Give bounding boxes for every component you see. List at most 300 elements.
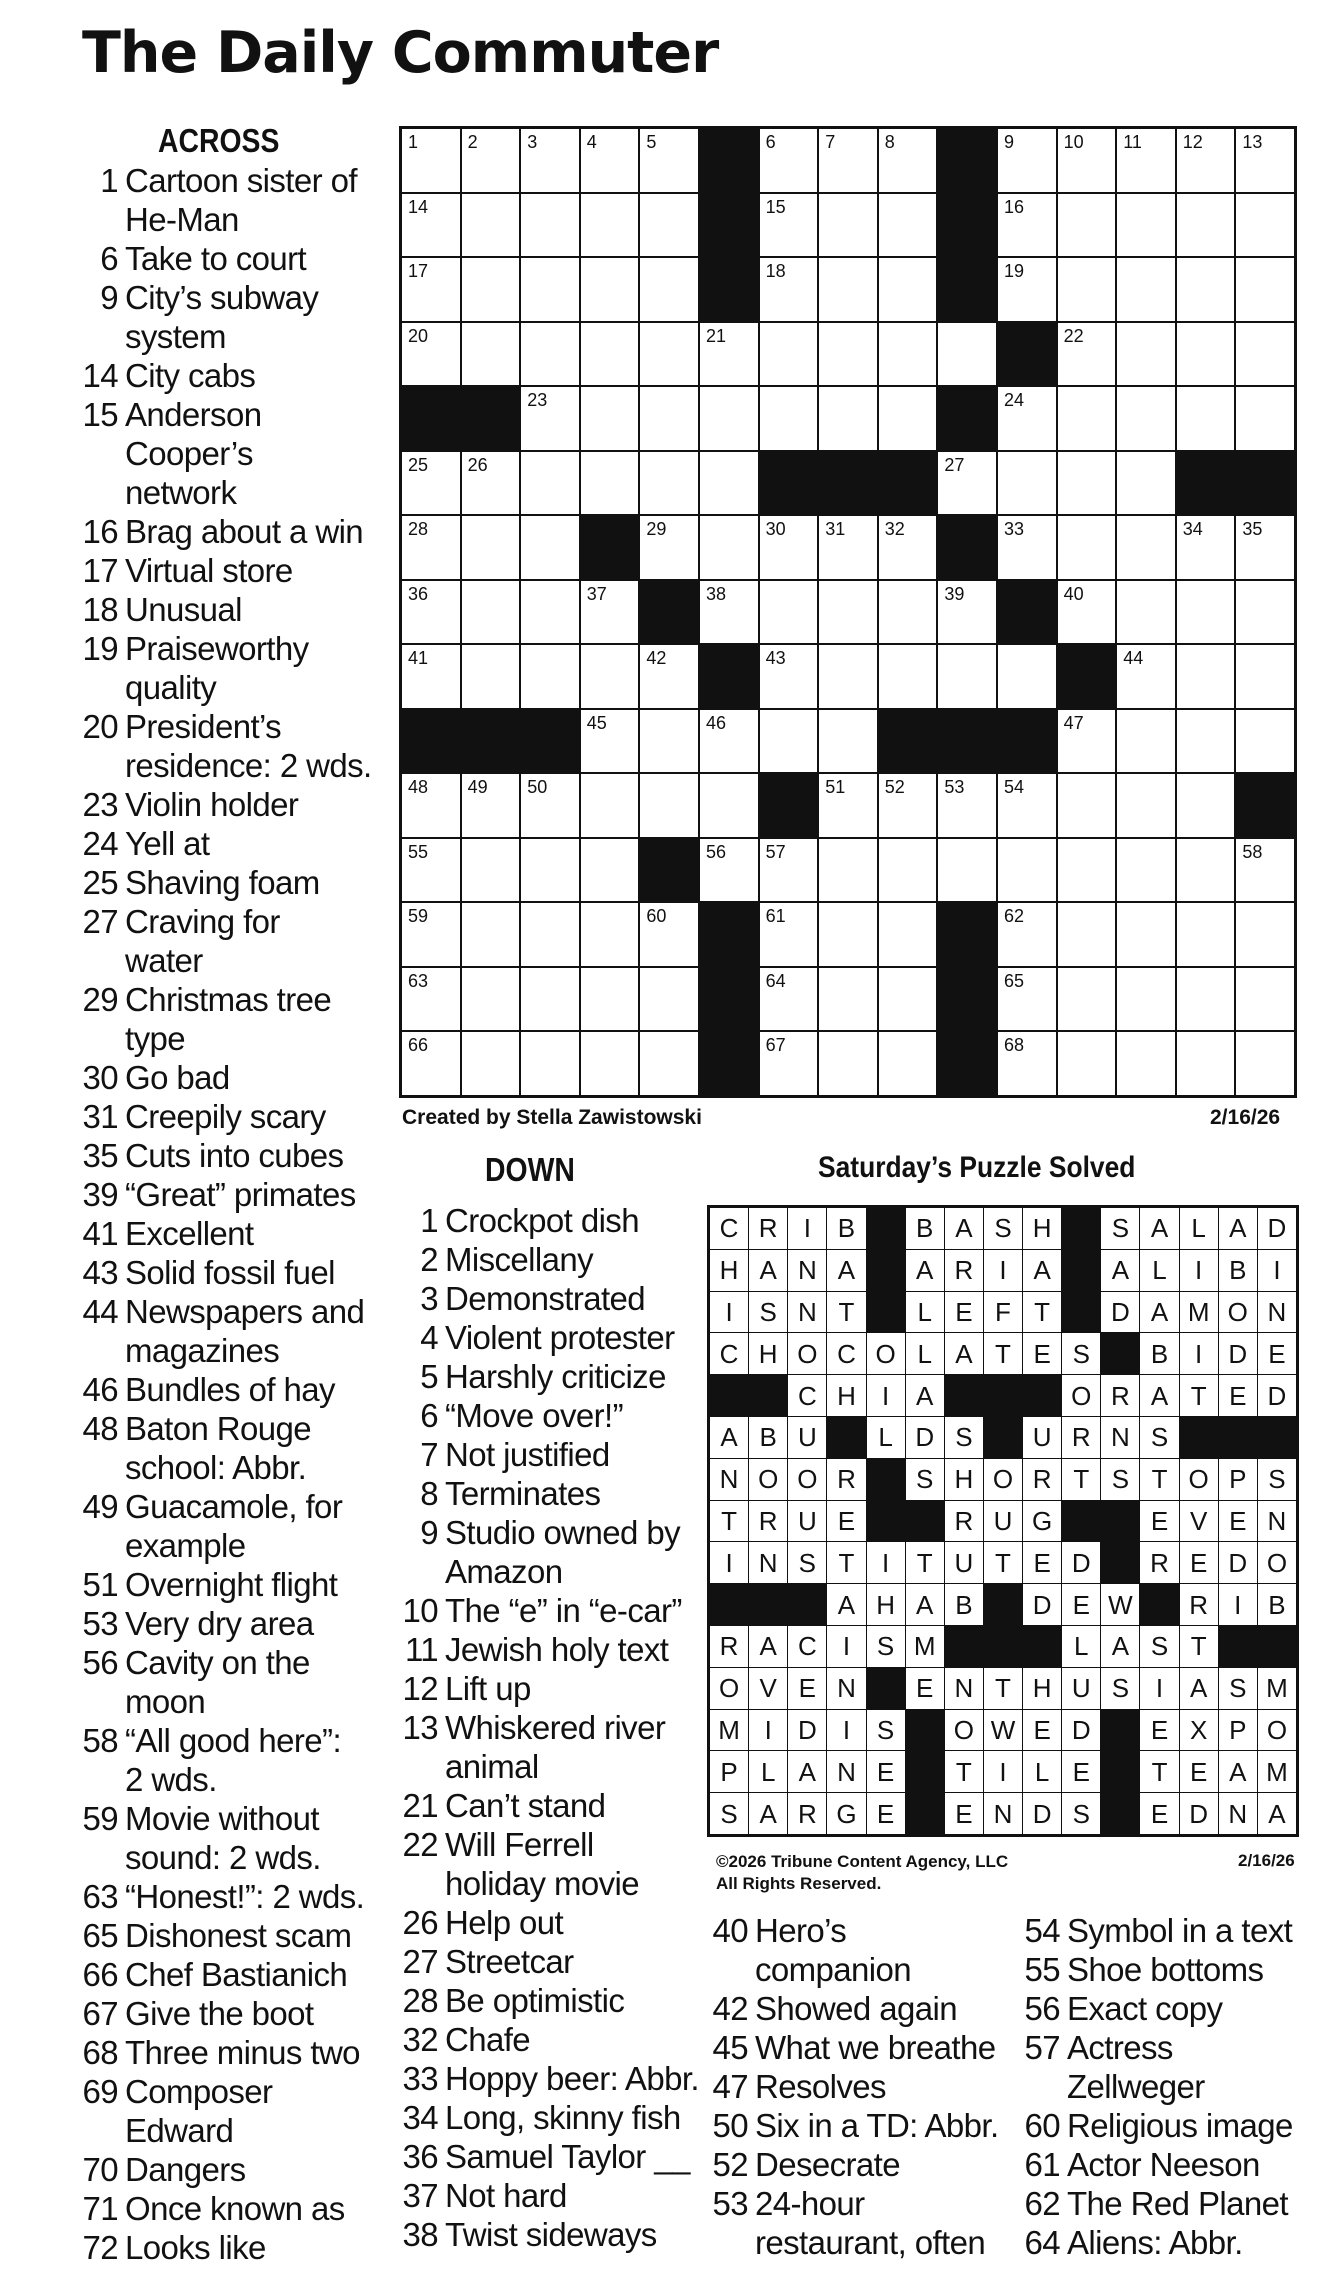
grid-cell[interactable] xyxy=(998,774,1056,837)
grid-cell[interactable] xyxy=(879,968,937,1031)
grid-cell[interactable] xyxy=(1236,258,1294,321)
grid-cell[interactable] xyxy=(819,1032,877,1095)
clue-text: Chafe xyxy=(445,2021,531,2058)
grid-cell[interactable] xyxy=(1177,968,1235,1031)
grid-cell[interactable] xyxy=(760,839,818,902)
grid-cell[interactable] xyxy=(879,194,937,257)
down-clue-47[interactable] xyxy=(700,2067,1010,2106)
grid-cell[interactable] xyxy=(521,774,579,837)
clue-number: 4 xyxy=(420,1319,438,1356)
grid-cell[interactable] xyxy=(462,839,520,902)
grid-cell[interactable] xyxy=(760,710,818,773)
grid-cell[interactable] xyxy=(819,774,877,837)
grid-cell[interactable] xyxy=(879,516,937,579)
grid-cell[interactable] xyxy=(521,194,579,257)
grid-cell[interactable] xyxy=(819,387,877,450)
clue-number: 1 xyxy=(420,1202,438,1239)
cell-number: 5 xyxy=(646,132,657,152)
grid-cell[interactable] xyxy=(1236,903,1294,966)
grid-cell[interactable] xyxy=(521,129,579,192)
grid-cell[interactable] xyxy=(938,645,996,708)
across-clue-48[interactable] xyxy=(70,1409,390,1487)
grid-cell[interactable] xyxy=(521,839,579,902)
across-clue-44[interactable] xyxy=(70,1292,390,1370)
grid-cell[interactable] xyxy=(462,903,520,966)
grid-cell[interactable] xyxy=(879,323,937,386)
down-clue-52[interactable] xyxy=(700,2145,1010,2184)
grid-cell[interactable] xyxy=(402,774,460,837)
down-clue-40[interactable] xyxy=(700,1911,1010,1989)
cell-number: 40 xyxy=(1063,583,1084,604)
grid-cell[interactable] xyxy=(1058,452,1116,515)
grid-cell[interactable] xyxy=(402,581,460,644)
grid-cell[interactable] xyxy=(581,452,639,515)
grid-cell[interactable] xyxy=(462,452,520,515)
down-clue-2[interactable] xyxy=(386,1240,706,1279)
clue-number: 64 xyxy=(1024,2224,1060,2261)
grid-cell[interactable] xyxy=(640,323,698,386)
grid-cell[interactable] xyxy=(1117,258,1175,321)
grid-cell[interactable] xyxy=(521,516,579,579)
down-clue-7[interactable] xyxy=(386,1435,706,1474)
grid-cell[interactable] xyxy=(640,903,698,966)
solution-letter: R xyxy=(827,1459,865,1500)
newspaper-title: The Daily Commuter xyxy=(82,20,719,86)
solution-letter: I xyxy=(710,1542,748,1583)
grid-cell[interactable] xyxy=(462,581,520,644)
solution-letter: C xyxy=(788,1626,826,1667)
grid-cell[interactable] xyxy=(760,581,818,644)
grid-cell[interactable] xyxy=(700,452,758,515)
down-clue-38[interactable] xyxy=(386,2215,706,2254)
grid-cell[interactable] xyxy=(462,258,520,321)
black-square xyxy=(700,968,758,1031)
grid-cell[interactable] xyxy=(1058,258,1116,321)
grid-cell[interactable] xyxy=(938,452,996,515)
grid-cell[interactable] xyxy=(760,129,818,192)
grid-cell[interactable] xyxy=(402,1032,460,1095)
grid-cell[interactable] xyxy=(581,1032,639,1095)
grid-cell[interactable] xyxy=(1177,129,1235,192)
across-clue-53[interactable] xyxy=(70,1604,390,1643)
grid-cell[interactable] xyxy=(1236,839,1294,902)
grid-cell[interactable] xyxy=(402,258,460,321)
grid-cell[interactable] xyxy=(640,968,698,1031)
grid-cell[interactable] xyxy=(581,645,639,708)
grid-cell[interactable] xyxy=(819,516,877,579)
down-clue-3[interactable] xyxy=(386,1279,706,1318)
grid-cell[interactable] xyxy=(1117,323,1175,386)
solution-letter: S xyxy=(984,1208,1022,1249)
solution-letter: T xyxy=(984,1542,1022,1583)
grid-cell[interactable] xyxy=(760,516,818,579)
crossword-grid[interactable] xyxy=(399,126,1297,1098)
grid-cell[interactable] xyxy=(462,645,520,708)
grid-cell[interactable] xyxy=(521,452,579,515)
grid-cell[interactable] xyxy=(521,323,579,386)
grid-cell[interactable] xyxy=(581,710,639,773)
grid-cell[interactable] xyxy=(819,645,877,708)
grid-cell[interactable] xyxy=(998,645,1056,708)
grid-cell[interactable] xyxy=(1058,710,1116,773)
grid-cell[interactable] xyxy=(521,581,579,644)
grid-cell[interactable] xyxy=(938,581,996,644)
across-clue-65[interactable] xyxy=(70,1916,390,1955)
grid-cell[interactable] xyxy=(760,323,818,386)
across-clue-30[interactable] xyxy=(70,1058,390,1097)
grid-cell[interactable] xyxy=(879,387,937,450)
down-clue-27[interactable] xyxy=(386,1942,706,1981)
grid-cell[interactable] xyxy=(938,839,996,902)
down-clue-21[interactable] xyxy=(386,1786,706,1825)
down-clue-28[interactable] xyxy=(386,1981,706,2020)
down-clue-34[interactable] xyxy=(386,2098,706,2137)
grid-cell[interactable] xyxy=(879,645,937,708)
grid-cell[interactable] xyxy=(640,452,698,515)
grid-cell[interactable] xyxy=(819,129,877,192)
clue-text: President’s residence: 2 wds. xyxy=(125,708,372,784)
grid-cell[interactable] xyxy=(521,1032,579,1095)
grid-cell[interactable] xyxy=(1058,1032,1116,1095)
across-clue-25[interactable] xyxy=(70,863,390,902)
grid-cell[interactable] xyxy=(462,194,520,257)
grid-cell[interactable] xyxy=(1177,645,1235,708)
grid-cell[interactable] xyxy=(879,1032,937,1095)
grid-cell[interactable] xyxy=(760,1032,818,1095)
grid-cell[interactable] xyxy=(1236,323,1294,386)
grid-cell[interactable] xyxy=(998,194,1056,257)
grid-cell[interactable] xyxy=(938,774,996,837)
across-clue-58[interactable] xyxy=(70,1721,390,1799)
grid-cell[interactable] xyxy=(462,323,520,386)
across-clue-63[interactable] xyxy=(70,1877,390,1916)
across-clue-27[interactable] xyxy=(70,902,390,980)
grid-cell[interactable] xyxy=(640,194,698,257)
solution-letter: S xyxy=(710,1793,748,1834)
grid-cell[interactable] xyxy=(998,903,1056,966)
grid-cell[interactable] xyxy=(1236,194,1294,257)
grid-cell[interactable] xyxy=(700,387,758,450)
down-clue-64[interactable] xyxy=(1012,2223,1322,2262)
grid-cell[interactable] xyxy=(1177,710,1235,773)
grid-cell[interactable] xyxy=(1236,581,1294,644)
across-clue-15[interactable] xyxy=(70,395,390,512)
grid-cell[interactable] xyxy=(1117,194,1175,257)
grid-cell[interactable] xyxy=(998,968,1056,1031)
black-square xyxy=(749,1584,787,1625)
grid-cell[interactable] xyxy=(1117,968,1175,1031)
grid-cell[interactable] xyxy=(402,968,460,1031)
down-clue-57[interactable] xyxy=(1012,2028,1322,2106)
grid-cell[interactable] xyxy=(1058,903,1116,966)
down-clue-22[interactable] xyxy=(386,1825,706,1903)
across-clue-43[interactable] xyxy=(70,1253,390,1292)
black-square xyxy=(938,258,996,321)
grid-cell[interactable] xyxy=(879,839,937,902)
grid-cell[interactable] xyxy=(819,258,877,321)
grid-cell[interactable] xyxy=(581,129,639,192)
grid-cell[interactable] xyxy=(402,452,460,515)
grid-cell[interactable] xyxy=(1236,645,1294,708)
cell-number: 62 xyxy=(1003,906,1025,927)
across-clue-24[interactable] xyxy=(70,824,390,863)
grid-cell[interactable] xyxy=(402,903,460,966)
down-clue-8[interactable] xyxy=(386,1474,706,1513)
down-clue-54[interactable] xyxy=(1012,1911,1322,1950)
grid-cell[interactable] xyxy=(700,839,758,902)
grid-cell[interactable] xyxy=(998,839,1056,902)
down-clue-32[interactable] xyxy=(386,2020,706,2059)
grid-cell[interactable] xyxy=(640,258,698,321)
grid-cell[interactable] xyxy=(640,129,698,192)
down-clue-4[interactable] xyxy=(386,1318,706,1357)
grid-cell[interactable] xyxy=(1058,129,1116,192)
cell-number: 48 xyxy=(408,777,429,798)
across-clue-39[interactable] xyxy=(70,1175,390,1214)
grid-cell[interactable] xyxy=(1117,452,1175,515)
grid-cell[interactable] xyxy=(581,387,639,450)
grid-cell[interactable] xyxy=(1177,839,1235,902)
grid-cell[interactable] xyxy=(879,258,937,321)
grid-cell[interactable] xyxy=(640,516,698,579)
grid-cell[interactable] xyxy=(1058,581,1116,644)
grid-cell[interactable] xyxy=(1117,903,1175,966)
grid-cell[interactable] xyxy=(581,194,639,257)
grid-cell[interactable] xyxy=(700,323,758,386)
down-clue-61[interactable] xyxy=(1012,2145,1322,2184)
grid-cell[interactable] xyxy=(819,968,877,1031)
down-clue-56[interactable] xyxy=(1012,1989,1322,2028)
across-clue-49[interactable] xyxy=(70,1487,390,1565)
grid-cell[interactable] xyxy=(1117,581,1175,644)
grid-cell[interactable] xyxy=(1236,516,1294,579)
grid-cell[interactable] xyxy=(1177,194,1235,257)
clue-text: Take to court xyxy=(125,240,307,277)
grid-cell[interactable] xyxy=(462,129,520,192)
grid-cell[interactable] xyxy=(640,387,698,450)
down-clue-33[interactable] xyxy=(386,2059,706,2098)
grid-cell[interactable] xyxy=(1058,774,1116,837)
across-clue-14[interactable] xyxy=(70,356,390,395)
grid-cell[interactable] xyxy=(819,839,877,902)
grid-cell[interactable] xyxy=(402,516,460,579)
down-clue-26[interactable] xyxy=(386,1903,706,1942)
grid-cell[interactable] xyxy=(1236,129,1294,192)
grid-cell[interactable] xyxy=(1236,710,1294,773)
down-clue-6[interactable] xyxy=(386,1396,706,1435)
down-clue-13[interactable] xyxy=(386,1708,706,1786)
grid-cell[interactable] xyxy=(1117,839,1175,902)
down-clue-62[interactable] xyxy=(1012,2184,1322,2223)
across-clue-9[interactable] xyxy=(70,278,390,356)
across-clue-68[interactable] xyxy=(70,2033,390,2072)
grid-cell[interactable] xyxy=(1177,258,1235,321)
across-clue-17[interactable] xyxy=(70,551,390,590)
down-clue-50[interactable] xyxy=(700,2106,1010,2145)
grid-cell[interactable] xyxy=(1117,1032,1175,1095)
grid-cell[interactable] xyxy=(1117,516,1175,579)
grid-cell[interactable] xyxy=(521,968,579,1031)
grid-cell[interactable] xyxy=(402,323,460,386)
across-clue-66[interactable] xyxy=(70,1955,390,1994)
grid-cell[interactable] xyxy=(1177,903,1235,966)
grid-cell[interactable] xyxy=(760,258,818,321)
down-clue-5[interactable] xyxy=(386,1357,706,1396)
grid-cell[interactable] xyxy=(1058,194,1116,257)
grid-cell[interactable] xyxy=(819,581,877,644)
grid-cell[interactable] xyxy=(402,129,460,192)
grid-cell[interactable] xyxy=(819,323,877,386)
grid-cell[interactable] xyxy=(879,129,937,192)
grid-cell[interactable] xyxy=(760,387,818,450)
grid-cell[interactable] xyxy=(1058,387,1116,450)
down-clue-11[interactable] xyxy=(386,1630,706,1669)
across-clue-59[interactable] xyxy=(70,1799,390,1877)
grid-cell[interactable] xyxy=(1177,387,1235,450)
grid-cell[interactable] xyxy=(760,645,818,708)
across-clue-67[interactable] xyxy=(70,1994,390,2033)
grid-cell[interactable] xyxy=(1236,968,1294,1031)
grid-cell[interactable] xyxy=(1117,774,1175,837)
down-clue-53[interactable] xyxy=(700,2184,1010,2262)
grid-cell[interactable] xyxy=(700,710,758,773)
grid-cell[interactable] xyxy=(1058,968,1116,1031)
across-clue-56[interactable] xyxy=(70,1643,390,1721)
grid-cell[interactable] xyxy=(521,645,579,708)
grid-cell[interactable] xyxy=(581,258,639,321)
down-clue-36[interactable] xyxy=(386,2137,706,2176)
across-clue-18[interactable] xyxy=(70,590,390,629)
across-clue-29[interactable] xyxy=(70,980,390,1058)
grid-cell[interactable] xyxy=(819,903,877,966)
across-clue-35[interactable] xyxy=(70,1136,390,1175)
across-clue-51[interactable] xyxy=(70,1565,390,1604)
grid-cell[interactable] xyxy=(402,645,460,708)
solution-letter: R xyxy=(1023,1459,1061,1500)
black-square xyxy=(1236,452,1294,515)
grid-cell[interactable] xyxy=(521,903,579,966)
down-clue-9[interactable] xyxy=(386,1513,706,1591)
black-square xyxy=(906,1793,944,1834)
grid-cell[interactable] xyxy=(700,581,758,644)
grid-cell[interactable] xyxy=(402,194,460,257)
grid-cell[interactable] xyxy=(1236,1032,1294,1095)
down-clue-12[interactable] xyxy=(386,1669,706,1708)
grid-cell[interactable] xyxy=(1177,774,1235,837)
across-clue-71[interactable] xyxy=(70,2189,390,2228)
down-clue-45[interactable] xyxy=(700,2028,1010,2067)
grid-cell[interactable] xyxy=(1177,516,1235,579)
down-clue-37[interactable] xyxy=(386,2176,706,2215)
cell-number: 46 xyxy=(705,712,727,733)
down-clue-55[interactable] xyxy=(1012,1950,1322,1989)
grid-cell[interactable] xyxy=(581,581,639,644)
grid-cell[interactable] xyxy=(640,774,698,837)
down-clue-10[interactable] xyxy=(386,1591,706,1630)
across-clue-16[interactable] xyxy=(70,512,390,551)
grid-cell[interactable] xyxy=(819,710,877,773)
grid-cell[interactable] xyxy=(998,516,1056,579)
across-clue-46[interactable] xyxy=(70,1370,390,1409)
grid-cell[interactable] xyxy=(1117,387,1175,450)
grid-cell[interactable] xyxy=(1117,645,1175,708)
grid-cell[interactable] xyxy=(1177,323,1235,386)
grid-cell[interactable] xyxy=(1058,839,1116,902)
grid-cell[interactable] xyxy=(521,258,579,321)
grid-cell[interactable] xyxy=(1236,387,1294,450)
clue-number: 53 xyxy=(82,1605,118,1642)
grid-cell[interactable] xyxy=(581,839,639,902)
grid-cell[interactable] xyxy=(998,129,1056,192)
grid-cell[interactable] xyxy=(521,387,579,450)
grid-cell[interactable] xyxy=(879,903,937,966)
grid-cell[interactable] xyxy=(462,516,520,579)
grid-cell[interactable] xyxy=(760,903,818,966)
grid-cell[interactable] xyxy=(640,1032,698,1095)
black-square xyxy=(938,903,996,966)
grid-cell[interactable] xyxy=(998,452,1056,515)
grid-cell[interactable] xyxy=(640,710,698,773)
solution-letter: R xyxy=(749,1501,787,1542)
grid-cell[interactable] xyxy=(462,774,520,837)
across-clue-41[interactable] xyxy=(70,1214,390,1253)
grid-cell[interactable] xyxy=(998,258,1056,321)
down-clue-1[interactable] xyxy=(386,1201,706,1240)
down-clue-60[interactable] xyxy=(1012,2106,1322,2145)
grid-cell[interactable] xyxy=(581,903,639,966)
black-square xyxy=(640,839,698,902)
grid-cell[interactable] xyxy=(1117,710,1175,773)
grid-cell[interactable] xyxy=(1177,581,1235,644)
grid-cell[interactable] xyxy=(402,839,460,902)
grid-cell[interactable] xyxy=(581,323,639,386)
across-clue-31[interactable] xyxy=(70,1097,390,1136)
grid-cell[interactable] xyxy=(700,774,758,837)
across-clue-19[interactable] xyxy=(70,629,390,707)
grid-cell[interactable] xyxy=(879,774,937,837)
across-clue-20[interactable] xyxy=(70,707,390,785)
grid-cell[interactable] xyxy=(700,516,758,579)
grid-cell[interactable] xyxy=(760,194,818,257)
grid-cell[interactable] xyxy=(1177,1032,1235,1095)
across-clue-6[interactable] xyxy=(70,239,390,278)
grid-cell[interactable] xyxy=(879,581,937,644)
grid-cell[interactable] xyxy=(819,194,877,257)
solution-letter: E xyxy=(1219,1375,1257,1416)
clue-text: Three minus two xyxy=(125,2034,360,2071)
grid-cell[interactable] xyxy=(1058,323,1116,386)
grid-cell[interactable] xyxy=(462,1032,520,1095)
grid-cell[interactable] xyxy=(1058,516,1116,579)
across-clue-69[interactable] xyxy=(70,2072,390,2150)
across-clue-1[interactable] xyxy=(70,161,390,239)
grid-cell[interactable] xyxy=(938,323,996,386)
grid-cell[interactable] xyxy=(998,1032,1056,1095)
grid-cell[interactable] xyxy=(998,387,1056,450)
grid-cell[interactable] xyxy=(581,968,639,1031)
across-clue-72[interactable] xyxy=(70,2228,390,2267)
grid-cell[interactable] xyxy=(462,968,520,1031)
grid-cell[interactable] xyxy=(1117,129,1175,192)
solution-letter: A xyxy=(1101,1250,1139,1291)
solution-letter: U xyxy=(1062,1668,1100,1709)
grid-cell[interactable] xyxy=(760,968,818,1031)
across-clue-70[interactable] xyxy=(70,2150,390,2189)
down-clue-42[interactable] xyxy=(700,1989,1010,2028)
grid-cell[interactable] xyxy=(581,774,639,837)
across-clue-23[interactable] xyxy=(70,785,390,824)
grid-cell[interactable] xyxy=(640,645,698,708)
